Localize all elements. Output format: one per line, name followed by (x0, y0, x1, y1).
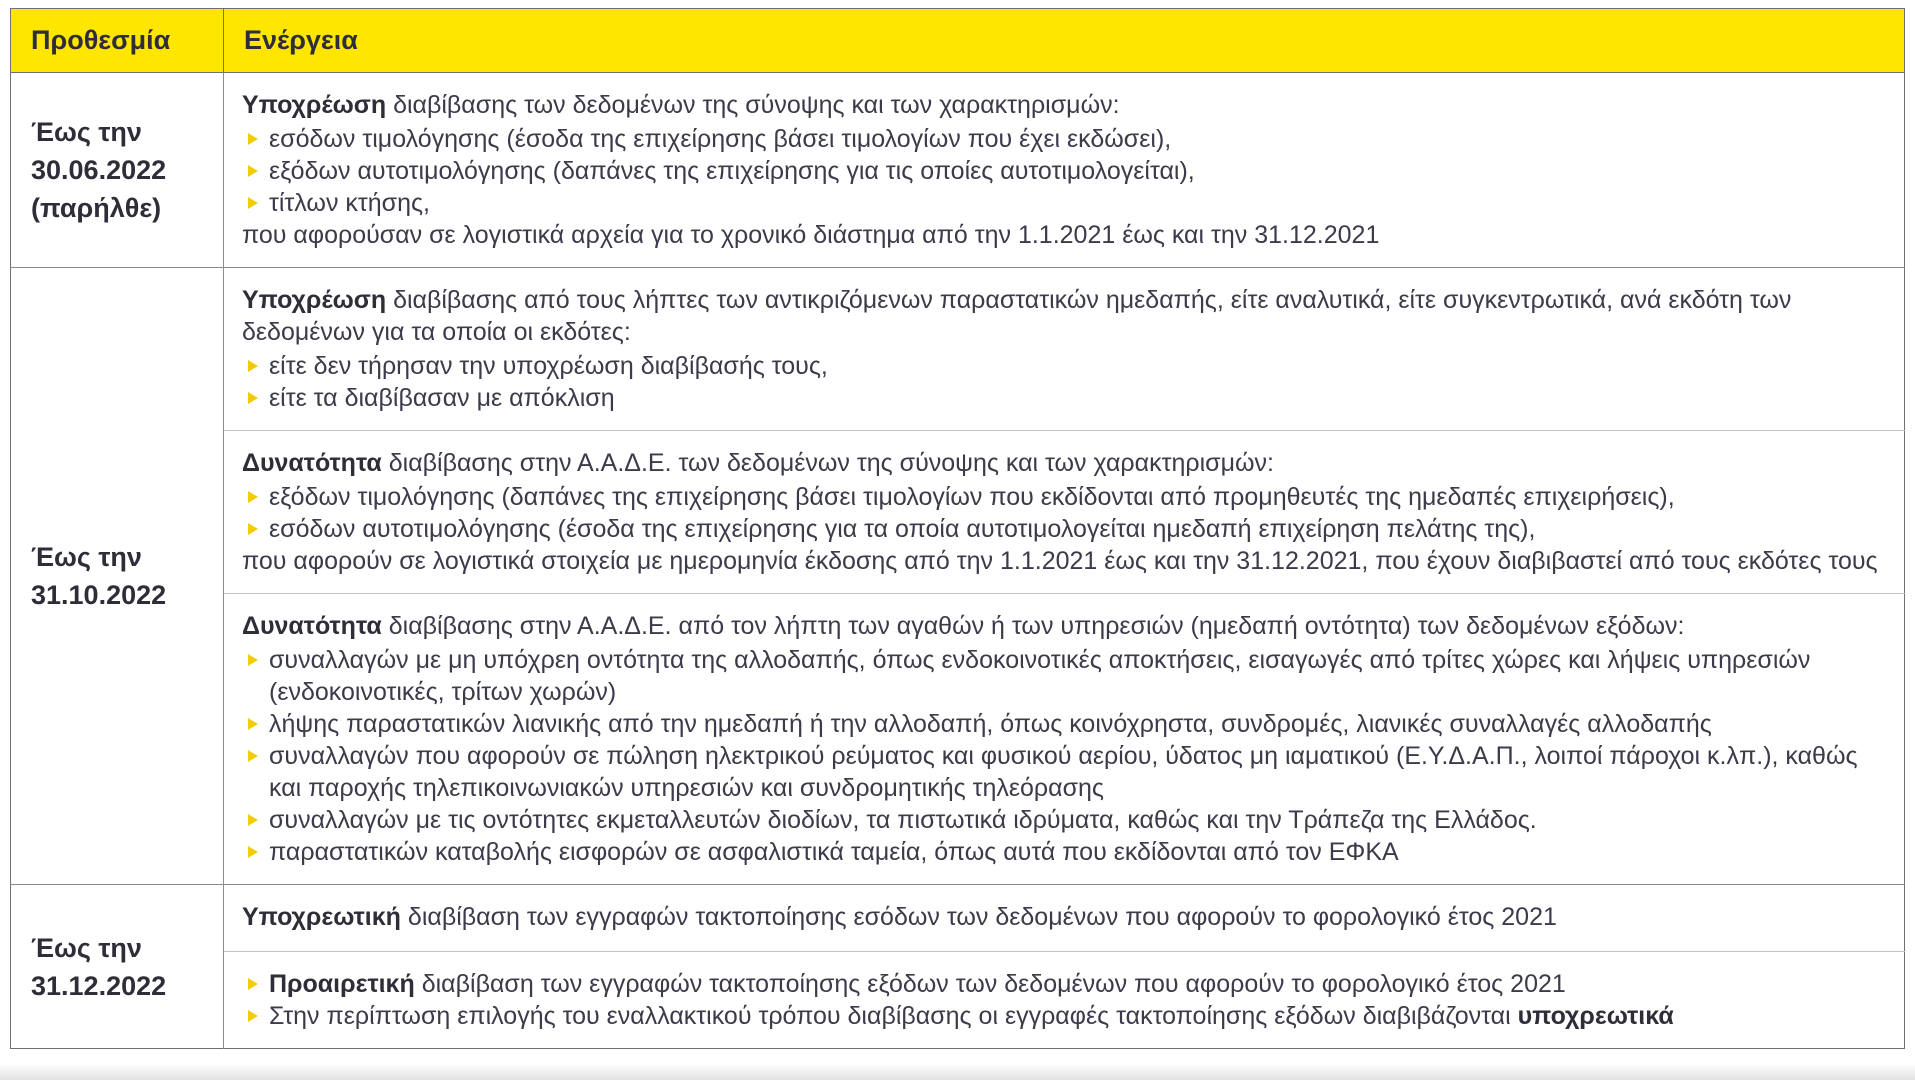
lead-text: διαβίβασης στην Α.Α.Δ.Ε. από τον λήπτη των αγαθών ή των υπηρεσιών (ημεδαπή οντότητα) των δεδομένων εξόδων: (381, 612, 1685, 640)
lead-keyword: Υποχρέωση (242, 286, 387, 314)
bullet-text (269, 968, 1884, 1000)
deadline-cell-31-10-2022 (11, 268, 224, 885)
deadline-line: (παρήλθε) (31, 193, 162, 223)
bullet-text: συναλλαγών με μη υπόχρεη οντότητα της αλλοδαπής, όπως ενδοκοινοτικές αποκτήσεις, εισαγωγές από τρίτες χώρες και λήψεις υπηρεσιών (ενδοκοινοτικές, τρίτων χωρών) (269, 646, 1811, 706)
bullet-text-part: Στην περίπτωση επιλογής του εναλλακτικού τρόπου διαβίβασης οι εγγραφές τακτοποίησης εξόδων διαβιβάζονται (269, 1002, 1518, 1030)
deadline-line: Έως την (31, 117, 142, 147)
bullet-text: εξόδων τιμολόγησης (δαπάνες της επιχείρησης βάσει τιμολογίων που εκδίδονται από προμηθευτές της ημεδαπές επιχειρήσεις), (269, 483, 1675, 511)
bullet-arrow-icon (248, 491, 258, 503)
bullet-keyword: υποχρεωτικά (1517, 1002, 1674, 1030)
bullet-arrow-icon (248, 718, 258, 730)
bullet-list (242, 481, 1884, 545)
bullet-item (242, 968, 1884, 1000)
bullet-item (242, 350, 1884, 382)
bullet-keyword: Προαιρετική (269, 970, 415, 998)
lead-text: διαβίβασης των δεδομένων της σύνοψης και των χαρακτηρισμών: (386, 91, 1120, 119)
table-subrow (11, 594, 1905, 885)
action-cell (224, 885, 1905, 952)
bullet-arrow-icon (248, 1010, 258, 1022)
bullet-arrow-icon (248, 814, 258, 826)
bullet-item (242, 155, 1884, 187)
bullet-arrow-icon (248, 165, 258, 177)
action-cell (224, 594, 1905, 885)
bullet-arrow-icon (248, 978, 258, 990)
table-subrow (11, 952, 1905, 1049)
lead-keyword: Υποχρέωση (242, 91, 387, 119)
bullet-item (242, 708, 1884, 740)
bullet-item (242, 123, 1884, 155)
table-row (11, 885, 1905, 952)
bullet-arrow-icon (248, 523, 258, 535)
bullet-text: συναλλαγών με τις οντότητες εκμεταλλευτών διοδίων, τα πιστωτικά ιδρύματα, καθώς και την Τράπεζα της Ελλάδος. (269, 806, 1537, 834)
deadline-line: Έως την (31, 932, 142, 963)
deadline-line: Έως την (31, 542, 142, 572)
table-row (11, 73, 1905, 268)
lead-keyword: Δυνατότητα (242, 612, 382, 640)
bullet-arrow-icon (248, 197, 258, 209)
bullet-arrow-icon (248, 360, 258, 372)
bullet-arrow-icon (248, 392, 258, 404)
lead-text: διαβίβασης από τους λήπτες των αντικριζόμενων παραστατικών ημεδαπής, είτε αναλυτικά, είτε συγκεντρωτικά, ανά εκδότη των δεδομένων για τα οποία οι εκδότες: (242, 286, 1792, 346)
bullet-text: συναλλαγών που αφορούν σε πώληση ηλεκτρικού ρεύματος και φυσικού αερίου, ύδατος μη ιαματικού (Ε.Υ.Δ.Α.Π., λοιποί πάροχοι κ.λπ.), καθώς και παροχής τηλεπικοινωνιακών υπηρεσιών και συνδρομητικής τηλεόρασης (269, 742, 1858, 802)
action-lead (242, 610, 1884, 642)
bullet-item (242, 804, 1884, 836)
bullet-list (242, 123, 1884, 219)
column-header-action: Ενέργεια (224, 9, 1905, 73)
bullet-text: εσόδων αυτοτιμολόγησης (έσοδα της επιχείρησης για τα οποία αυτοτιμολογείται ημεδαπή επιχείρηση πελάτης της), (269, 515, 1536, 543)
lead-keyword: Δυνατότητα (242, 449, 382, 477)
bullet-arrow-icon (248, 750, 258, 762)
action-footer: που αφορούσαν σε λογιστικά αρχεία για το χρονικό διάστημα από την 1.1.2021 έως και την 31.12.2021 (242, 221, 1380, 249)
bullet-text: λήψης παραστατικών λιανικής από την ημεδαπή ή την αλλοδαπή, όπως κοινόχρηστα, συνδρομές, λιανικές συναλλαγές αλλοδαπής (269, 710, 1712, 738)
bullet-list (242, 968, 1884, 1032)
action-cell (224, 73, 1905, 268)
bullet-text: τίτλων κτήσης, (269, 189, 430, 217)
action-cell (224, 952, 1905, 1049)
bullet-text: παραστατικών καταβολής εισφορών σε ασφαλιστικά ταμεία, όπως αυτά που εκδίδονται από τον ΕΦΚΑ (269, 838, 1399, 866)
bullet-text (269, 1000, 1884, 1032)
action-cell (224, 268, 1905, 431)
bullet-item (242, 836, 1884, 868)
page-edge-shadow (0, 1064, 1915, 1080)
table-row (11, 268, 1905, 431)
deadline-cell-30-06-2022 (11, 73, 224, 268)
bullet-item (242, 740, 1884, 804)
bullet-arrow-icon (248, 133, 258, 145)
bullet-list (242, 644, 1884, 868)
action-footer: που αφορούν σε λογιστικά στοιχεία με ημερομηνία έκδοσης από την 1.1.2021 έως και την 31.12.2021, που έχουν διαβιβαστεί από τους εκδότες τους (242, 547, 1878, 575)
lead-keyword: Υποχρεωτική (242, 903, 401, 931)
bullet-item (242, 644, 1884, 708)
deadline-line: 31.10.2022 (31, 580, 167, 610)
deadline-line: 31.12.2022 (31, 970, 167, 1001)
bullet-text: εσόδων τιμολόγησης (έσοδα της επιχείρησης βάσει τιμολογίων που έχει εκδώσει), (269, 125, 1172, 153)
deadline-line: 30.06.2022 (31, 155, 167, 185)
column-header-deadline: Προθεσμία (11, 9, 224, 73)
table-subrow (11, 431, 1905, 594)
lead-text: διαβίβαση των εγγραφών τακτοποίησης εσόδων των δεδομένων που αφορούν το φορολογικό έτος 2021 (400, 903, 1557, 931)
bullet-text: εξόδων αυτοτιμολόγησης (δαπάνες της επιχείρησης για τις οποίες αυτοτιμολογείται), (269, 157, 1195, 185)
bullet-item (242, 187, 1884, 219)
bullet-text: είτε τα διαβίβασαν με απόκλιση (269, 384, 615, 412)
deadline-cell-31-12-2022 (11, 885, 224, 1049)
bullet-item (242, 481, 1884, 513)
table-header-row (11, 9, 1905, 73)
action-lead (242, 447, 1884, 479)
bullet-item (242, 382, 1884, 414)
bullet-text-part: διαβίβαση των εγγραφών τακτοποίησης εξόδων των δεδομένων που αφορούν το φορολογικό έτος 2021 (414, 970, 1566, 998)
bullet-arrow-icon (248, 846, 258, 858)
deadlines-table (10, 8, 1905, 1049)
lead-text: διαβίβασης στην Α.Α.Δ.Ε. των δεδομένων της σύνοψης και των χαρακτηρισμών: (381, 449, 1274, 477)
bullet-list (242, 350, 1884, 414)
bullet-text: είτε δεν τήρησαν την υποχρέωση διαβίβασής τους, (269, 352, 828, 380)
bullet-arrow-icon (248, 654, 258, 666)
action-lead (242, 284, 1884, 348)
bullet-item (242, 513, 1884, 545)
action-cell (224, 431, 1905, 594)
bullet-item (242, 1000, 1884, 1032)
action-lead (242, 89, 1884, 121)
action-lead (242, 901, 1884, 933)
